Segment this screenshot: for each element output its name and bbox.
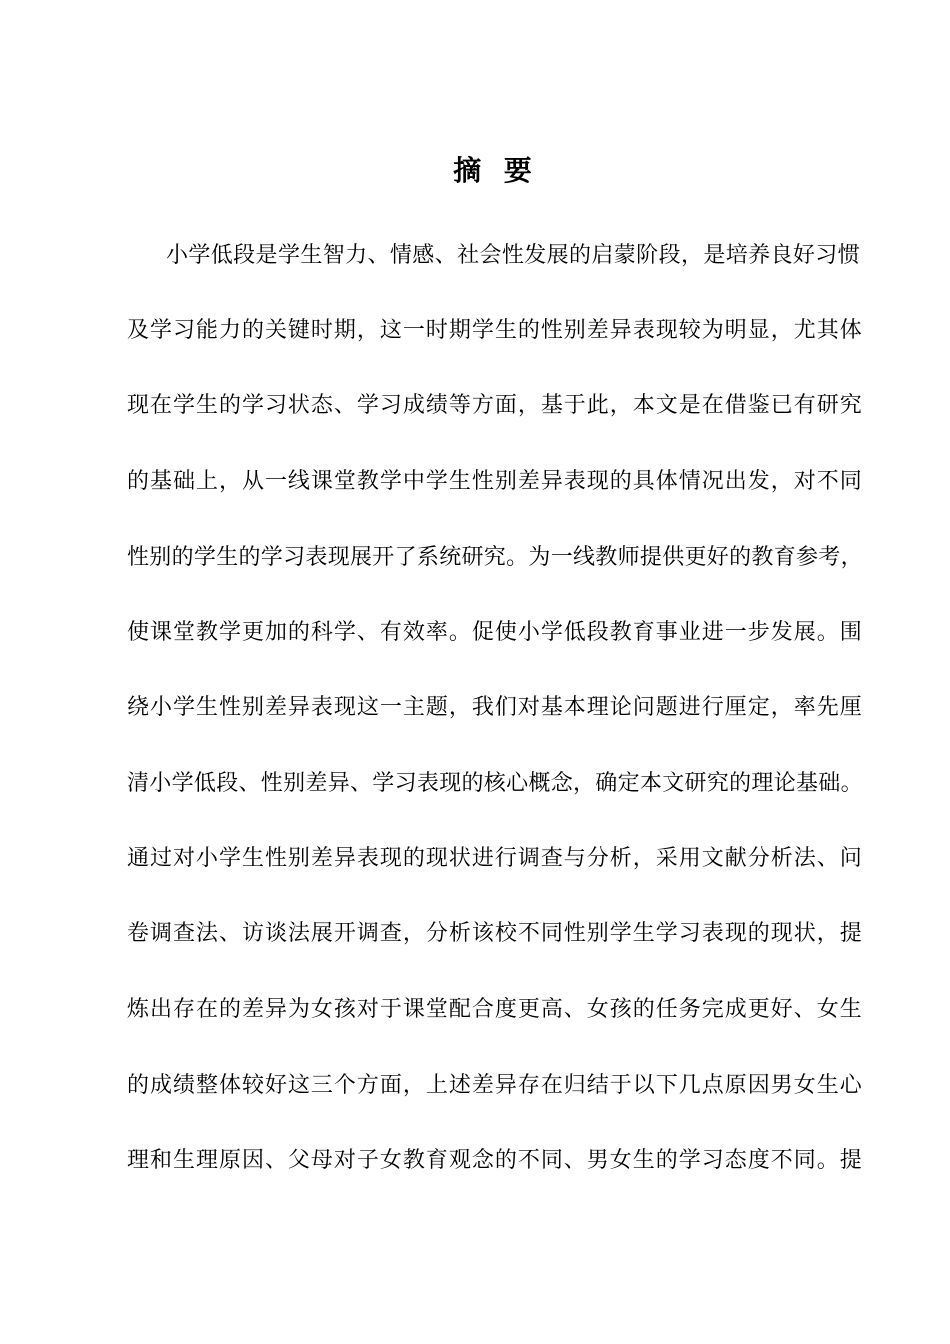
text-line: 清小学低段、性别差异、学习表现的核心概念，确定本文研究的理论基础。 (127, 771, 863, 796)
text-line: 小学低段是学生智力、情感、社会性发展的启蒙阶段，是培养良好习惯 (166, 243, 860, 268)
page-title: 摘 要 (453, 154, 533, 187)
text-line: 通过对小学生性别差异表现的现状进行调查与分析，采用文献分析法、问 (127, 846, 862, 871)
text-line: 的基础上，从一线课堂教学中学生性别差异表现的具体情况出发，对不同 (127, 469, 862, 494)
text-line: 的成绩整体较好这三个方面，上述差异存在归结于以下几点原因男女生心 (127, 1073, 862, 1098)
text-line: 绕小学生性别差异表现这一主题，我们对基本理论问题进行厘定，率先厘 (127, 695, 862, 720)
text-line: 及学习能力的关键时期，这一时期学生的性别差异表现较为明显，尤其体 (127, 318, 862, 343)
text-line: 炼出存在的差异为女孩对于课堂配合度更高、女孩的任务完成更好、女生 (127, 997, 862, 1022)
text-line: 使课堂教学更加的科学、有效率。促使小学低段教育事业进一步发展。围 (127, 620, 862, 645)
text-line: 现在学生的学习状态、学习成绩等方面，基于此，本文是在借鉴已有研究 (127, 393, 862, 418)
text-line: 理和生理原因、父母对子女教育观念的不同、男女生的学习态度不同。提 (127, 1148, 862, 1173)
text-line: 卷调查法、访谈法展开调查，分析该校不同性别学生学习表现的现状，提 (127, 921, 862, 946)
text-line: 性别的学生的学习表现展开了系统研究。为一线教师提供更好的教育参考， (127, 545, 863, 570)
